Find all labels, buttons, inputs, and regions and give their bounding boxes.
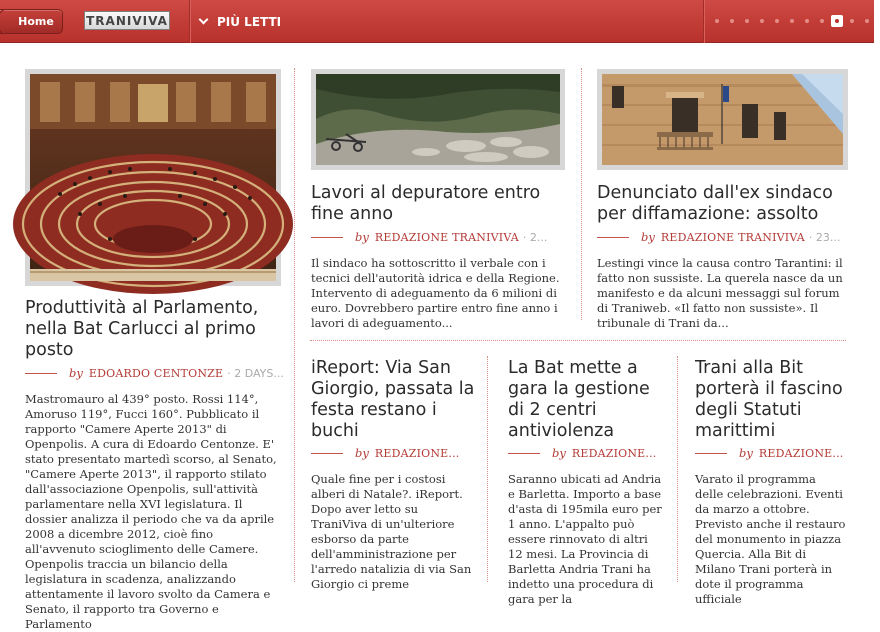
article-title[interactable]: Denunciato dall'ex sindaco per diffamazione: assolto: [597, 183, 833, 224]
traniviva-logo[interactable]: TRANIVIVA: [84, 11, 170, 30]
page-dot[interactable]: [715, 19, 719, 23]
byline-rule: [508, 453, 540, 454]
article-summary: Lestingi vince la causa contro Tarantini: il fatto non sussiste. La querela nasce da un manifesto e da alcuni messaggi sul forum di Traniweb. «Il fatto non sussiste». Il tribunale di Trani da...: [597, 256, 843, 330]
byline-by: by: [355, 446, 369, 460]
article-summary: Saranno ubicati ad Andria e Barletta. Importo a base d'asta di 195mila euro per 1 anno. L'appalto può essere rinnovato di altri 12 mesi. La Provincia di Barletta Andria Trani ha indetto una procedura di gara per la: [508, 472, 662, 606]
article-byline: [508, 446, 674, 460]
column-divider: [677, 356, 678, 582]
toolbar-divider: [189, 0, 190, 43]
byline-rule: [695, 453, 727, 454]
article-title[interactable]: iReport: Via San Giorgio, passata la festa restano i buchi: [311, 358, 475, 441]
byline-by: by: [739, 446, 753, 460]
depuratore-photo: [316, 74, 560, 165]
page-dot[interactable]: [820, 19, 824, 23]
article-summary: Varato il programma delle celebrazioni. Eventi da marzo a ottobre. Previsto anche il restauro del monumento in piazza Quercia. Alla Bit di Milano Trani porterà in dote il programma ufficiale: [695, 472, 846, 606]
author-link[interactable]: REDAZIONE...: [571, 446, 657, 460]
home-button-label: Home: [18, 15, 54, 28]
palazzo-image: [602, 74, 843, 165]
toolbar-divider: [703, 0, 704, 43]
article-title[interactable]: Trani alla Bit porterà il fascino degli Statuti marittimi: [695, 358, 843, 441]
article-summary: Mastromauro al 439° posto. Rossi 114°, Amoruso 119°, Fucci 160°. Pubblicato il rapporto "Camere Aperte 2013" di Openpolis. A cura di Edoardo Centonze. E' stato presentato martedì scorso, al Senato, "Camere Aperte 2013", il rapporto stilato dall'associazione Openpolis, sull'attività parlamentare nella XVI legislatura. Il dossier analizza il periodo che va da aprile 2008 a dicembre 2012, cioè fino all'avvenuto scioglimento delle Camere. Openpolis traccia un bilancio della legislatura in scadenza, analizzando attentamente il lavoro svolto da Camera e Senato, il rapporto tra Governo e Parlamento: [25, 392, 277, 631]
article-byline: [311, 230, 573, 244]
article-photo[interactable]: [25, 69, 281, 286]
article-date: · 2 DAYS...: [227, 366, 284, 380]
byline-rule: [311, 453, 343, 454]
author-link[interactable]: REDAZIONE...: [374, 446, 460, 460]
byline-by: by: [355, 230, 369, 244]
row-divider: [310, 340, 846, 341]
article-date: · 23...: [808, 230, 841, 244]
top-bar: [0, 0, 874, 43]
page-dot[interactable]: [760, 19, 764, 23]
article-date: · 2...: [522, 230, 548, 244]
article-title[interactable]: La Bat mette a gara la gestione di 2 centri antiviolenza: [508, 358, 650, 441]
article-summary: Quale fine per i costosi alberi di Natale?. iReport. Dopo aver letto su TraniViva di un'ulteriore esborso da parte dell'amministrazione per l'arredo natalizia di via San Giorgio ci preme: [311, 472, 472, 591]
author-link[interactable]: REDAZIONE TRANIVIVA: [660, 230, 805, 244]
column-divider: [581, 68, 582, 320]
page-dot-active[interactable]: [831, 15, 843, 27]
page-dot[interactable]: [730, 19, 734, 23]
page-indicator[interactable]: [715, 15, 880, 27]
page-dot[interactable]: [850, 19, 854, 23]
page-dot[interactable]: [805, 19, 809, 23]
author-link[interactable]: REDAZIONE...: [758, 446, 844, 460]
palazzo-photo: [602, 74, 843, 165]
article-byline: [25, 366, 287, 380]
article-byline: [597, 230, 847, 244]
page-dot[interactable]: [790, 19, 794, 23]
piu-letti-dropdown[interactable]: [196, 0, 281, 43]
page-dot[interactable]: [865, 19, 869, 23]
article-byline: [311, 446, 481, 460]
byline-by: by: [552, 446, 566, 460]
byline-rule: [25, 373, 57, 374]
parliament-image: [30, 74, 276, 281]
byline-by: by: [69, 366, 83, 380]
article-title[interactable]: Produttività al Parlamento, nella Bat Carlucci al primo posto: [25, 298, 259, 360]
article-summary: Il sindaco ha sottoscritto il verbale con i tecnici dell'autorità idrica e della Regione. Intervento di adeguamento da 6 milioni di euro. Dovrebbero partire entro fine anno i lavori di adeguamento...: [311, 256, 560, 330]
parliament-photo: [30, 74, 276, 281]
article-photo[interactable]: [311, 69, 565, 170]
chevron-down-icon: [199, 15, 209, 25]
section-label: PIÙ LETTI: [217, 14, 282, 29]
article-byline: [695, 446, 865, 460]
depuratore-image: [316, 74, 560, 165]
byline-rule: [597, 237, 629, 238]
byline-rule: [311, 237, 343, 238]
author-link[interactable]: REDAZIONE TRANIVIVA: [374, 230, 519, 244]
author-link[interactable]: EDOARDO CENTONZE: [88, 366, 224, 380]
article-title[interactable]: Lavori al depuratore entro fine anno: [311, 183, 541, 224]
home-button[interactable]: [0, 9, 63, 34]
page-dot[interactable]: [745, 19, 749, 23]
byline-by: by: [641, 230, 655, 244]
column-divider: [294, 68, 295, 582]
article-photo[interactable]: [597, 69, 848, 170]
page-dot[interactable]: [775, 19, 779, 23]
column-divider: [487, 356, 488, 582]
